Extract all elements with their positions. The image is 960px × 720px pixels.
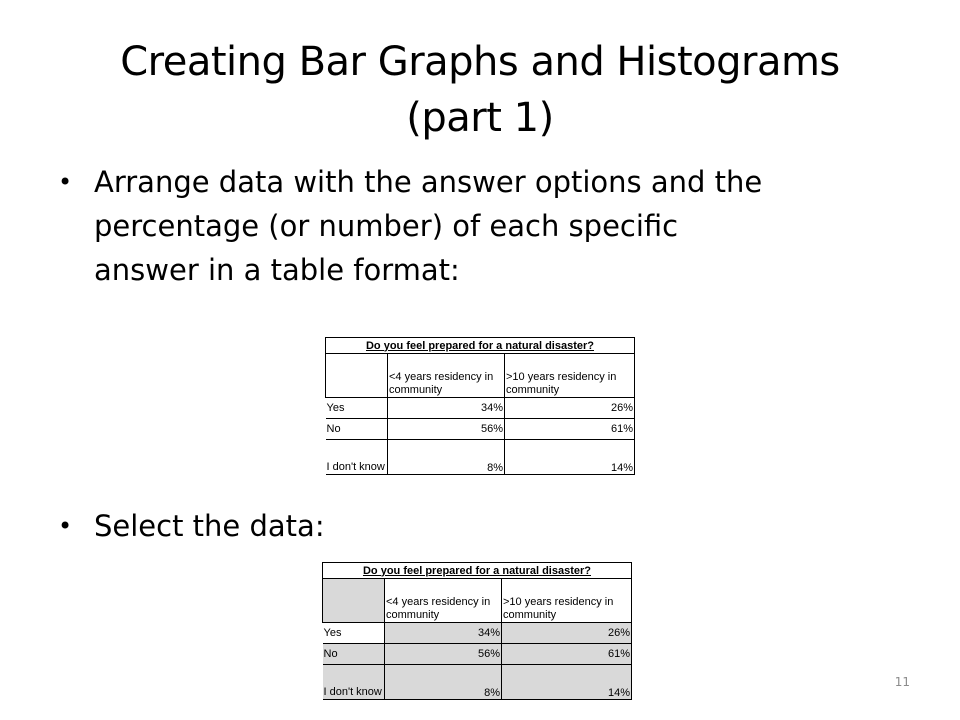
bullet-text [94,160,762,292]
cell-value[interactable]: 56% [385,644,502,665]
slide-title-line2: (part 1) [406,95,554,141]
cell-value: 34% [388,398,505,419]
table-title: Do you feel prepared for a natural disaster? [326,338,635,354]
cell-value[interactable]: 61% [502,644,632,665]
data-table-unselected [325,337,635,475]
cell-value[interactable]: 34% [385,623,502,644]
bullet-marker: • [58,168,73,196]
cell-value: 56% [388,419,505,440]
cell-value[interactable]: 8% [385,665,502,700]
bullet-text-line3: answer in a table format: [94,253,460,287]
row-label: No [326,419,388,440]
page-number: 11 [894,675,910,689]
column-header-under-4-years: <4 years residency in community [388,354,505,398]
slide-title [60,34,900,146]
table-row [326,440,635,475]
slide-title-line1: Creating Bar Graphs and Histograms [120,39,840,85]
table-corner-cell[interactable] [323,579,385,623]
table-corner-cell [326,354,388,398]
cell-value: 61% [505,419,635,440]
data-table-selected [322,562,632,700]
row-label: I don't know [326,440,388,475]
table-row [326,419,635,440]
row-label[interactable]: No [323,644,385,665]
cell-value: 8% [388,440,505,475]
bullet-text-line1: Arrange data with the answer options and the [94,165,763,199]
column-header-under-4-years[interactable]: <4 years residency in community [385,579,502,623]
cell-value: 26% [505,398,635,419]
cell-value[interactable]: 26% [502,623,632,644]
cell-value: 14% [505,440,635,475]
row-label[interactable]: Yes [323,623,385,644]
bullet-text-line2: percentage (or number) of each specific [94,209,679,243]
row-label[interactable]: I don't know [323,665,385,700]
cell-value[interactable]: 14% [502,665,632,700]
bullet-text-line1: Select the data: [94,509,325,543]
bullet-text [94,504,325,548]
table-row [323,665,632,700]
table-row [323,644,632,665]
row-label: Yes [326,398,388,419]
table-title: Do you feel prepared for a natural disaster? [323,563,632,579]
column-header-over-10-years[interactable]: >10 years residency in community [502,579,632,623]
bullet-marker: • [58,512,73,540]
table-row [326,398,635,419]
table-row [323,623,632,644]
column-header-over-10-years: >10 years residency in community [505,354,635,398]
